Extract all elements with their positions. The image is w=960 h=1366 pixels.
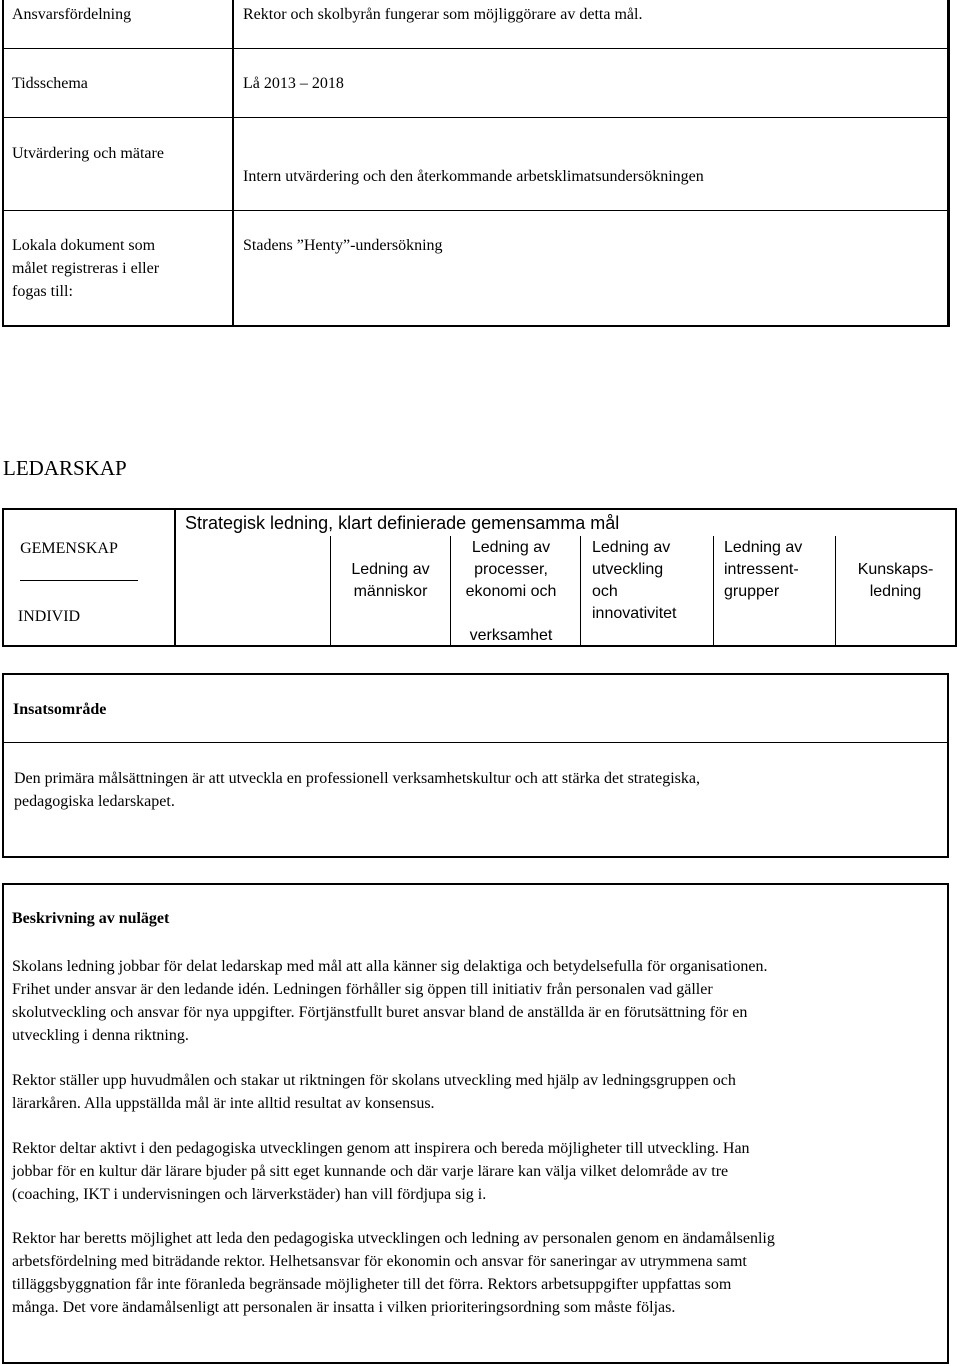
beskrivning-paragraph-3: Rektor deltar aktivt i den pedagogiska utvecklingen genom att inspirera och bereda möjligheter till utveckling. Han jobbar för en kultur där lärare bjuder på sitt eget kunnande och där varje lärare kan välja vilket delområde av tre (coaching, IKT i undervisningen och lärverkstäder) han vill fördjupa sig i. — [12, 1140, 750, 1203]
section-heading: LEDARSKAP — [3, 456, 127, 480]
row-value-ansvar: Rektor och skolbyrån fungerar som möjliggörare av detta mål. — [243, 6, 643, 23]
beskrivning-title: Beskrivning av nuläget — [12, 910, 170, 927]
beskrivning-paragraph-2: Rektor ställer upp huvudmålen och stakar ut riktningen för skolans utveckling med hjälp av ledningsgruppen och lärarkåren. Alla uppställda mål är inte alltid resultat av konsensus. — [12, 1072, 736, 1112]
beskrivning-paragraph-4: Rektor har beretts möjlighet att leda den pedagogiska utvecklingen och ledning av personalen genom en ändamålsenlig arbetsfördelning med biträdande rektor. Helhetsansvar för ekonomin och ansvar för saneringar av utrymmena samt tilläggsbyggnation får inte föranleda begränsade möjligheter till det förra. Rektors arbetsuppgifter uppfattas som många. Det vore ändamålsenligt att personalen är insatta i vilken prioriteringsordning som måste följas. — [12, 1230, 775, 1316]
row-value-utvardering: Intern utvärdering och den återkommande arbetsklimatsundersökningen — [243, 168, 704, 185]
row-value-tidsschema: Lå 2013 – 2018 — [243, 75, 344, 92]
insats-text: Den primära målsättningen är att utveckla en professionell verksamhetskultur och att stärka det strategiska, pedagogiska ledarskapet. — [14, 770, 700, 810]
col-manniskor: Ledning av människor — [351, 561, 430, 600]
col-processer: Ledning av processer, ekonomi och verksamhet — [465, 539, 557, 644]
strategic-header: Strategisk ledning, klart definierade gemensamma mål — [185, 513, 620, 533]
row-value-dokument: Stadens ”Henty”-undersökning — [243, 237, 443, 254]
col-kunskapsledning: Kunskaps- ledning — [857, 561, 934, 600]
gemenskap-label: GEMENSKAP — [20, 540, 118, 557]
row-label-tidsschema: Tidsschema — [12, 75, 88, 92]
gemenskap-divider — [20, 580, 138, 581]
row-label-ansvar: Ansvarsfördelning — [12, 6, 132, 23]
individ-label: INDIVID — [17, 608, 81, 625]
beskrivning-paragraph-1: Skolans ledning jobbar för delat ledarskap med mål att alla känner sig delaktiga och betydelsefulla för organisationen. Frihet under ansvar är den ledande idén. Ledningen förhåller sig öppen till initiativ från personalen vad gäller skolutveckling och ansvar för nya uppgifter. Förtjänstfullt buret ansvar bland de anställda är en förutsättning för en utveckling i denna riktning. — [12, 958, 768, 1044]
row-label-dokument: Lokala dokument som målet registreras i eller fogas till: — [12, 237, 160, 300]
col-utveckling: Ledning av utveckling och innovativitet — [592, 539, 677, 622]
insats-title: Insatsområde — [13, 701, 107, 718]
col-intressentgrupper: Ledning av intressent- grupper — [724, 539, 803, 600]
row-label-utvardering: Utvärdering och mätare — [12, 145, 164, 162]
